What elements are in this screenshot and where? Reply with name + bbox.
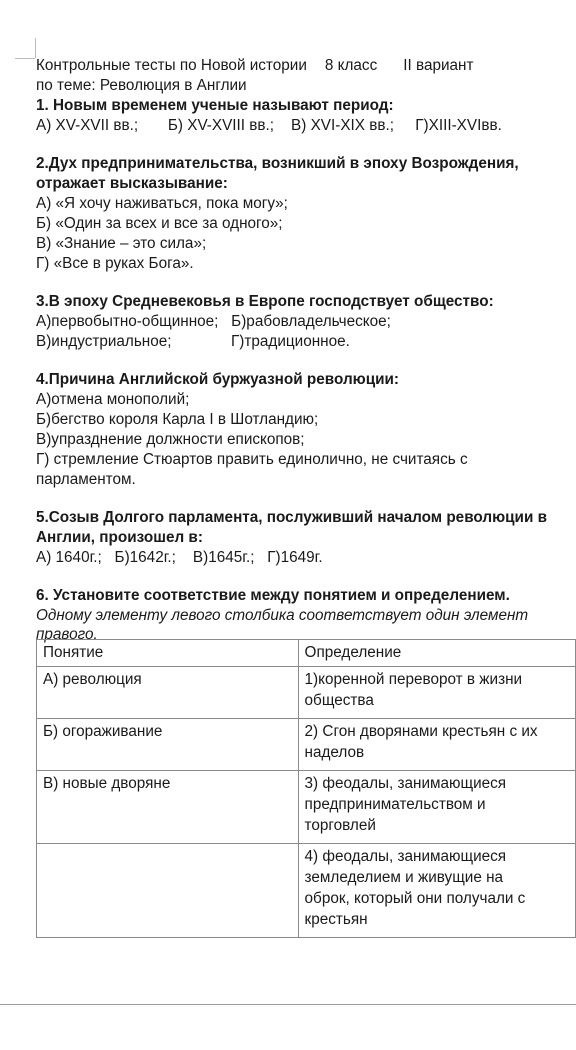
question-4-answer: В)упразднение должности епископов; bbox=[36, 431, 305, 448]
title-text: Контрольные тесты по Новой истории bbox=[36, 57, 307, 74]
variant-text: II вариант bbox=[403, 57, 474, 74]
question-4-answer: Г) стремление Стюартов править единолично, не считаясь с bbox=[36, 451, 468, 468]
question-1-answers: А) XV-XVII вв.; Б) XV-XVIII вв.; В) XVI-XIX вв.; Г)XIII-XVIвв. bbox=[36, 117, 502, 134]
concept-cell: В) новые дворяне bbox=[37, 771, 299, 844]
concept-cell: А) революция bbox=[37, 667, 299, 719]
question-2-answer: Г) «Все в руках Бога». bbox=[36, 255, 194, 272]
definition-line: земледелием и живущие на bbox=[304, 869, 504, 886]
question-5-answers: А) 1640г.; Б)1642г.; В)1645г.; Г)1649г. bbox=[36, 549, 323, 566]
document-title bbox=[36, 56, 576, 76]
table-row bbox=[37, 719, 576, 771]
matching-table bbox=[36, 639, 576, 938]
test-document bbox=[36, 56, 576, 642]
definition-line: торговлей bbox=[304, 817, 376, 834]
question-2-answer: Б) «Один за всех и все за одного»; bbox=[36, 215, 283, 232]
question-4-answer: парламентом. bbox=[36, 471, 136, 488]
definition-line: общества bbox=[304, 692, 374, 709]
question-5-title: 5.Созыв Долгого парламента, послуживший началом революции в bbox=[36, 509, 548, 526]
question-5-title: Англии, произошел в: bbox=[36, 529, 203, 546]
definition-line: 1)коренной переворот в жизни bbox=[304, 671, 523, 688]
definition-line: крестьян bbox=[304, 911, 368, 928]
header-definition: Определение bbox=[298, 640, 575, 667]
definition-cell bbox=[298, 667, 575, 719]
definition-cell bbox=[298, 844, 575, 938]
question-4-answer: Б)бегство короля Карла I в Шотландию; bbox=[36, 411, 319, 428]
definition-cell bbox=[298, 771, 575, 844]
table-row bbox=[37, 771, 576, 844]
definition-line: оброк, который они получали с bbox=[304, 890, 526, 907]
grade-text: 8 класс bbox=[324, 57, 378, 74]
definition-line: наделов bbox=[304, 744, 365, 761]
question-3-answer: А)первобытно-общинное; Б)рабовладельческое; bbox=[36, 313, 391, 330]
question-2-title: 2.Дух предпринимательства, возникший в эпоху Возрождения, bbox=[36, 155, 519, 172]
table-row bbox=[37, 844, 576, 938]
definition-line: предпринимательством и bbox=[304, 796, 486, 813]
question-2-answer: А) «Я хочу наживаться, пока могу»; bbox=[36, 195, 288, 212]
question-3-answer: В)индустриальное; Г)традиционное. bbox=[36, 333, 350, 350]
header-concept: Понятие bbox=[37, 640, 299, 667]
question-2-title: отражает высказывание: bbox=[36, 175, 228, 192]
table-row bbox=[37, 667, 576, 719]
question-6-instruction: правого. bbox=[36, 626, 98, 643]
question-4-answer: А)отмена монополий; bbox=[36, 391, 190, 408]
concept-cell: Б) огораживание bbox=[37, 719, 299, 771]
question-4-title: 4.Причина Английской буржуазной революции: bbox=[36, 371, 400, 388]
table-header-row bbox=[37, 640, 576, 667]
question-2-answer: В) «Знание – это сила»; bbox=[36, 235, 207, 252]
question-6-title: 6. Установите соответствие между понятием и определением. bbox=[36, 587, 510, 604]
question-6-instruction: Одному элементу левого столбика соответствует один элемент bbox=[36, 607, 529, 624]
definition-line: 2) Сгон дворянами крестьян с их bbox=[304, 723, 538, 740]
question-3-title: 3.В эпоху Средневековья в Европе господствует общество: bbox=[36, 293, 494, 310]
document-topic: по теме: Революция в Англии bbox=[36, 77, 247, 94]
definition-cell bbox=[298, 719, 575, 771]
concept-cell bbox=[37, 844, 299, 938]
margin-corner-mark bbox=[15, 58, 35, 59]
definition-line: 3) феодалы, занимающиеся bbox=[304, 775, 507, 792]
page-bottom-divider bbox=[0, 1004, 576, 1005]
definition-line: 4) феодалы, занимающиеся bbox=[304, 848, 507, 865]
question-1-title: 1. Новым временем ученые называют период: bbox=[36, 97, 394, 114]
margin-corner-mark bbox=[35, 38, 36, 58]
